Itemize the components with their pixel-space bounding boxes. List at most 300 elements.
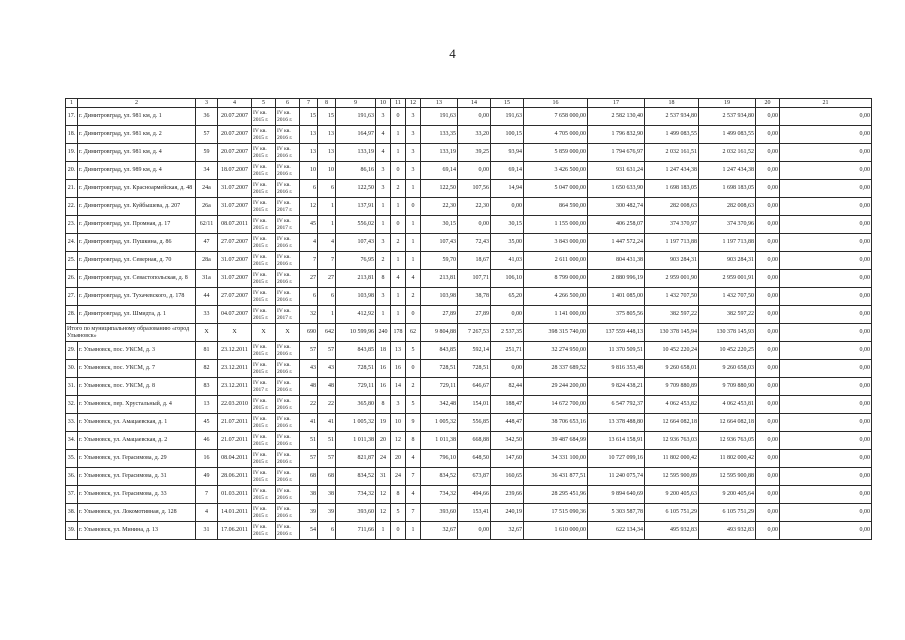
table-cell: 38. — [66, 504, 78, 522]
table-cell: IV кв. 2016 г. — [276, 342, 300, 360]
table-cell: 2 959 001,90 — [645, 270, 699, 288]
table-cell: 4 062 453,81 — [699, 396, 756, 414]
table-cell: IV кв. 2015 г. — [252, 342, 276, 360]
table-cell: IV кв. 2015 г. — [252, 432, 276, 450]
table-cell: 0,00 — [756, 306, 780, 324]
table-cell: 10 452 220,25 — [699, 342, 756, 360]
table-cell: 16 — [376, 360, 391, 378]
table-cell: 0,00 — [491, 198, 524, 216]
table-cell: 0,00 — [756, 216, 780, 234]
table-cell: 20.07.2007 — [218, 144, 252, 162]
table-cell: 2 537 934,80 — [699, 108, 756, 126]
table-cell: 1 197 713,88 — [645, 234, 699, 252]
table-row — [66, 342, 872, 360]
table-cell: 4 266 500,00 — [524, 288, 588, 306]
table-cell: 0,00 — [756, 270, 780, 288]
table-cell: 107,56 — [458, 180, 491, 198]
column-number-cell: 2 — [78, 99, 196, 108]
table-cell: 30,15 — [421, 216, 458, 234]
table-cell: 59 — [196, 144, 218, 162]
table-cell: 1 247 434,38 — [699, 162, 756, 180]
table-cell: 0,00 — [780, 252, 872, 270]
column-number-cell: 13 — [421, 99, 458, 108]
table-cell: IV кв. 2016 г. — [276, 486, 300, 504]
table-cell: IV кв. 2016 г. — [276, 252, 300, 270]
table-cell: 0,00 — [780, 108, 872, 126]
table-cell: 2 032 161,52 — [699, 144, 756, 162]
table-cell: 1 141 000,00 — [524, 306, 588, 324]
table-cell: 16 — [391, 360, 406, 378]
table-row — [66, 126, 872, 144]
table-cell: 7 — [406, 468, 421, 486]
table-cell: 39 487 684,99 — [524, 432, 588, 450]
table-cell: X — [252, 324, 276, 342]
table-row — [66, 522, 872, 540]
table-cell: 0 — [391, 216, 406, 234]
table-cell: 7 — [318, 252, 336, 270]
table-cell: 30. — [66, 360, 78, 378]
table-cell: 0,00 — [756, 450, 780, 468]
table-cell: 3 — [406, 144, 421, 162]
table-cell: 1 — [391, 306, 406, 324]
table-cell: 31 — [196, 522, 218, 540]
table-cell: 1 499 083,55 — [699, 126, 756, 144]
table-cell: 191,63 — [336, 108, 376, 126]
table-cell: 213,81 — [336, 270, 376, 288]
table-cell: 72,43 — [458, 234, 491, 252]
table-cell: 12 595 900,88 — [699, 468, 756, 486]
table-cell: 0,00 — [780, 126, 872, 144]
table-cell: 82,44 — [491, 378, 524, 396]
table-cell: 13 614 158,91 — [588, 432, 645, 450]
table-cell: 164,97 — [336, 126, 376, 144]
table-cell: 1 155 000,00 — [524, 216, 588, 234]
table-cell: 57 — [318, 450, 336, 468]
table-cell: IV кв. 2015 г. — [252, 144, 276, 162]
table-cell: 10 599,96 — [336, 324, 376, 342]
table-cell: 31.07.2007 — [218, 198, 252, 216]
table-cell: 154,01 — [458, 396, 491, 414]
table-cell: 9 260 658,03 — [699, 360, 756, 378]
table-cell: 9 804,88 — [421, 324, 458, 342]
table-cell: 12 595 900,89 — [645, 468, 699, 486]
table-cell: 1 — [376, 306, 391, 324]
table-cell: 27 — [300, 270, 318, 288]
table-cell: 22,30 — [421, 198, 458, 216]
table-cell: 86,16 — [336, 162, 376, 180]
table-cell: IV кв. 2016 г. — [276, 450, 300, 468]
table-cell: 1 650 633,90 — [588, 180, 645, 198]
table-cell: 1 796 832,90 — [588, 126, 645, 144]
table-cell: 41 — [300, 414, 318, 432]
table-cell: 1 698 183,05 — [699, 180, 756, 198]
table-cell: IV кв. 2015 г. — [252, 414, 276, 432]
table-cell: г. Димитровград, ул. Куйбышева, д. 207 — [78, 198, 196, 216]
table-cell: г. Димитровград, ул. 981 км, д. 2 — [78, 126, 196, 144]
table-cell: 0,00 — [756, 396, 780, 414]
table-cell: 4 — [318, 234, 336, 252]
table-cell: 12 936 763,03 — [645, 432, 699, 450]
table-cell: 0,00 — [780, 270, 872, 288]
table-cell: IV кв. 2015 г. — [252, 198, 276, 216]
table-cell: 0,00 — [780, 504, 872, 522]
column-number-cell: 11 — [391, 99, 406, 108]
table-cell: 32,67 — [421, 522, 458, 540]
table-cell: г. Ульяновск, пос. УКСМ, д. 3 — [78, 342, 196, 360]
table-cell: 4 705 000,00 — [524, 126, 588, 144]
table-cell: 25. — [66, 252, 78, 270]
table-cell: 32 — [300, 306, 318, 324]
table-cell: 57 — [318, 342, 336, 360]
table-cell: IV кв. 2015 г. — [252, 504, 276, 522]
table-cell: 556,85 — [458, 414, 491, 432]
table-cell: 1 447 572,24 — [588, 234, 645, 252]
table-cell: г. Димитровград, ул. 981 км, д. 4 — [78, 144, 196, 162]
table-cell: 1 — [391, 198, 406, 216]
table-cell: г. Димитровград, ул. Промная, д. 17 — [78, 216, 196, 234]
column-number-cell: 20 — [756, 99, 780, 108]
table-cell: 133,19 — [421, 144, 458, 162]
table-row — [66, 144, 872, 162]
table-cell: 494,66 — [458, 486, 491, 504]
table-cell: IV кв. 2016 г. — [276, 288, 300, 306]
table-cell: 3 — [376, 108, 391, 126]
table-cell: 7 — [300, 252, 318, 270]
table-cell: 27,89 — [421, 306, 458, 324]
table-cell: 365,80 — [336, 396, 376, 414]
table-cell: 4 — [406, 450, 421, 468]
table-cell: 35. — [66, 450, 78, 468]
table-cell: 30,15 — [491, 216, 524, 234]
table-cell: IV кв. 2016 г. — [276, 414, 300, 432]
table-cell: 622 134,34 — [588, 522, 645, 540]
table-cell: IV кв. 2015 г. — [252, 126, 276, 144]
table-cell: 0,00 — [780, 216, 872, 234]
table-cell: 8 — [376, 270, 391, 288]
table-cell: 82 — [196, 360, 218, 378]
table-cell: 4 — [391, 270, 406, 288]
table-cell: 1 794 676,97 — [588, 144, 645, 162]
table-cell: 12 — [300, 198, 318, 216]
table-cell: 1 — [406, 216, 421, 234]
table-cell: 0,00 — [458, 216, 491, 234]
column-number-cell: 7 — [300, 99, 318, 108]
table-cell: 191,63 — [421, 108, 458, 126]
table-cell: 28 295 451,96 — [524, 486, 588, 504]
table-cell: 0 — [391, 162, 406, 180]
table-row — [66, 108, 872, 126]
column-number-cell: 12 — [406, 99, 421, 108]
table-cell: 0,00 — [756, 180, 780, 198]
table-cell: 804 431,38 — [588, 252, 645, 270]
column-number-cell: 5 — [252, 99, 276, 108]
table-cell: 16 — [376, 378, 391, 396]
table-cell: 821,87 — [336, 450, 376, 468]
table-cell: 45 — [196, 414, 218, 432]
table-cell: 20.07.2007 — [218, 126, 252, 144]
table-cell: 81 — [196, 342, 218, 360]
table-cell: 107,43 — [336, 234, 376, 252]
table-cell: 12 — [376, 486, 391, 504]
table-cell: 24 — [376, 450, 391, 468]
table-cell: 0,00 — [756, 522, 780, 540]
table-cell: 6 — [318, 180, 336, 198]
table-cell: 8 — [406, 432, 421, 450]
table-cell: 1 — [376, 522, 391, 540]
table-cell: 41,03 — [491, 252, 524, 270]
table-cell: IV кв. 2016 г. — [276, 468, 300, 486]
table-cell: 6 105 751,29 — [699, 504, 756, 522]
table-cell: IV кв. 2015 г. — [252, 252, 276, 270]
table-cell: 3 426 500,00 — [524, 162, 588, 180]
table-row — [66, 468, 872, 486]
table-cell: 93,94 — [491, 144, 524, 162]
table-cell: 6 — [300, 180, 318, 198]
column-number-cell: 10 — [376, 99, 391, 108]
table-cell: 495 932,83 — [645, 522, 699, 540]
table-cell: 7 658 000,00 — [524, 108, 588, 126]
table-cell: IV кв. 2015 г. — [252, 306, 276, 324]
table-cell: 26а — [196, 198, 218, 216]
column-number-cell: 19 — [699, 99, 756, 108]
table-cell: 9 200 405,63 — [645, 486, 699, 504]
table-cell: 729,11 — [421, 378, 458, 396]
table-cell: 57 — [196, 126, 218, 144]
table-cell: IV кв. 2015 г. — [252, 180, 276, 198]
table-cell: 0,00 — [756, 504, 780, 522]
table-cell: 13 — [300, 144, 318, 162]
table-cell: 0,00 — [780, 162, 872, 180]
table-cell: 3 — [376, 234, 391, 252]
table-cell: 448,47 — [491, 414, 524, 432]
table-cell: 29. — [66, 342, 78, 360]
table-cell: IV кв. 2016 г. — [276, 396, 300, 414]
table-cell: 0,00 — [756, 378, 780, 396]
table-cell: 2 611 000,00 — [524, 252, 588, 270]
table-cell: 0,00 — [780, 342, 872, 360]
table-cell: IV кв. 2016 г. — [276, 504, 300, 522]
table-cell: 22 — [300, 396, 318, 414]
table-cell: 23.12.2011 — [218, 378, 252, 396]
table-cell: 0,00 — [756, 468, 780, 486]
table-cell: г. Ульяновск, ул. Герасимова, д. 33 — [78, 486, 196, 504]
table-cell: 34 — [196, 162, 218, 180]
table-cell: 1 197 713,88 — [699, 234, 756, 252]
table-cell: 19. — [66, 144, 78, 162]
table-cell: 5 — [406, 342, 421, 360]
table-row — [66, 270, 872, 288]
table-cell: 0,00 — [780, 468, 872, 486]
table-cell: 17. — [66, 108, 78, 126]
table-cell: 160,65 — [491, 468, 524, 486]
table-cell: 20 — [376, 432, 391, 450]
table-cell: 08.04.2011 — [218, 450, 252, 468]
table-row — [66, 432, 872, 450]
table-cell: 103,98 — [336, 288, 376, 306]
table-cell: IV кв. 2016 г. — [276, 162, 300, 180]
column-number-cell: 3 — [196, 99, 218, 108]
table-cell: 2 537,35 — [491, 324, 524, 342]
table-cell: 0,00 — [780, 180, 872, 198]
table-body — [66, 99, 872, 540]
table-cell: 3 — [406, 108, 421, 126]
table-cell: IV кв. 2016 г. — [276, 234, 300, 252]
table-cell: IV кв. 2016 г. — [276, 180, 300, 198]
table-cell: 19 — [376, 414, 391, 432]
table-cell: IV кв. 2017 г. — [276, 198, 300, 216]
table-cell: 374 370,96 — [699, 216, 756, 234]
table-cell: 16 — [196, 450, 218, 468]
table-cell: г. Ульяновск, пос. УКСМ, д. 7 — [78, 360, 196, 378]
table-cell: 0,00 — [780, 288, 872, 306]
table-cell: 2 959 001,91 — [699, 270, 756, 288]
table-cell: 374 370,97 — [645, 216, 699, 234]
table-cell: 122,50 — [421, 180, 458, 198]
table-cell: 191,63 — [491, 108, 524, 126]
table-cell: 133,19 — [336, 144, 376, 162]
table-cell: 9 894 640,69 — [588, 486, 645, 504]
table-row — [66, 198, 872, 216]
housing-program-table-sheet — [65, 98, 871, 540]
table-cell: 68 — [300, 468, 318, 486]
table-cell: IV кв. 2016 г. — [276, 522, 300, 540]
table-cell: 2 — [376, 252, 391, 270]
table-cell: 32,67 — [491, 522, 524, 540]
table-cell: 1 — [391, 126, 406, 144]
table-row — [66, 180, 872, 198]
table-cell: 0,00 — [491, 360, 524, 378]
table-cell: 3 — [406, 126, 421, 144]
table-cell: 21.07.2011 — [218, 414, 252, 432]
table-cell: 1 — [391, 252, 406, 270]
table-cell: 0,00 — [780, 486, 872, 504]
table-cell: 0,00 — [458, 522, 491, 540]
table-cell: 34 331 100,00 — [524, 450, 588, 468]
table-cell: 843,85 — [336, 342, 376, 360]
table-cell: 1 — [391, 144, 406, 162]
table-cell: 15 — [300, 108, 318, 126]
table-cell: 6 547 792,37 — [588, 396, 645, 414]
table-cell: 31 — [376, 468, 391, 486]
table-cell: 9 824 438,21 — [588, 378, 645, 396]
table-cell: 6 — [318, 288, 336, 306]
total-label: Итого по муниципальному образованию «город Ульяновск» — [66, 324, 196, 342]
table-cell: 0,00 — [756, 360, 780, 378]
table-cell: 15 — [318, 108, 336, 126]
table-cell: 188,47 — [491, 396, 524, 414]
table-cell: 282 008,63 — [699, 198, 756, 216]
table-cell: 20.07.2007 — [218, 108, 252, 126]
table-cell: 29 244 200,00 — [524, 378, 588, 396]
table-cell: 1 — [318, 198, 336, 216]
table-cell: IV кв. 2016 г. — [276, 126, 300, 144]
table-cell: 107,43 — [421, 234, 458, 252]
table-cell: г. Димитровград, ул. 989 км, д. 4 — [78, 162, 196, 180]
table-cell: 5 047 000,00 — [524, 180, 588, 198]
table-cell: 31.07.2007 — [218, 252, 252, 270]
table-cell: 14 — [391, 378, 406, 396]
table-cell: г. Ульяновск, пер. Хрустальный, д. 4 — [78, 396, 196, 414]
column-number-cell: 1 — [66, 99, 78, 108]
table-cell: 35,00 — [491, 234, 524, 252]
table-cell: 931 631,24 — [588, 162, 645, 180]
table-cell: 9 — [406, 414, 421, 432]
table-cell: 153,41 — [458, 504, 491, 522]
table-row — [66, 504, 872, 522]
table-cell: 20. — [66, 162, 78, 180]
table-cell: 12 — [376, 504, 391, 522]
table-cell: IV кв. 2016 г. — [276, 108, 300, 126]
table-cell: 0,00 — [756, 234, 780, 252]
table-cell: 903 284,31 — [645, 252, 699, 270]
table-cell: 668,88 — [458, 432, 491, 450]
table-row — [66, 450, 872, 468]
table-cell: 0 — [406, 360, 421, 378]
table-cell: 0,00 — [780, 414, 872, 432]
table-cell: 18 — [376, 342, 391, 360]
table-cell: IV кв. 2016 г. — [276, 144, 300, 162]
table-cell: 0,00 — [756, 108, 780, 126]
table-cell: 728,51 — [458, 360, 491, 378]
table-cell: IV кв. 2015 г. — [252, 234, 276, 252]
table-cell: 734,32 — [336, 486, 376, 504]
table-cell: 0,00 — [756, 288, 780, 306]
table-row — [66, 252, 872, 270]
table-cell: 23. — [66, 216, 78, 234]
total-row — [66, 324, 872, 342]
table-cell: 6 105 751,29 — [645, 504, 699, 522]
table-cell: 24а — [196, 180, 218, 198]
table-cell: 728,51 — [421, 360, 458, 378]
column-number-cell: 16 — [524, 99, 588, 108]
table-cell: 76,95 — [336, 252, 376, 270]
table-cell: 8 — [376, 396, 391, 414]
table-cell: 32. — [66, 396, 78, 414]
table-cell: 10 — [318, 162, 336, 180]
table-cell: 2 880 996,19 — [588, 270, 645, 288]
table-cell: 0 — [391, 522, 406, 540]
table-cell: 3 843 000,00 — [524, 234, 588, 252]
table-cell: г. Ульяновск, ул. Локомотивная, д. 128 — [78, 504, 196, 522]
table-cell: г. Димитровград, ул. Севастопольская, д. 8 — [78, 270, 196, 288]
table-cell: 36 — [196, 108, 218, 126]
table-cell: 0,00 — [756, 144, 780, 162]
table-cell: 592,14 — [458, 342, 491, 360]
table-cell: 137 559 448,13 — [588, 324, 645, 342]
table-cell: 1 610 000,00 — [524, 522, 588, 540]
table-cell: 31.07.2007 — [218, 180, 252, 198]
table-cell: 04.07.2007 — [218, 306, 252, 324]
table-cell: 11 370 509,51 — [588, 342, 645, 360]
table-cell: 673,87 — [458, 468, 491, 486]
table-cell: 18.07.2007 — [218, 162, 252, 180]
column-number-cell: 4 — [218, 99, 252, 108]
table-cell: 3 — [376, 288, 391, 306]
table-cell: 107,71 — [458, 270, 491, 288]
table-cell: 10 727 099,16 — [588, 450, 645, 468]
table-cell: 36. — [66, 468, 78, 486]
column-number-cell: 9 — [336, 99, 376, 108]
table-cell: 27.07.2007 — [218, 288, 252, 306]
table-cell: 9 709 880,89 — [645, 378, 699, 396]
table-cell: IV кв. 2015 г. — [252, 450, 276, 468]
table-cell: 43 — [300, 360, 318, 378]
table-row — [66, 288, 872, 306]
table-cell: 57 — [300, 342, 318, 360]
table-cell: 0,00 — [458, 108, 491, 126]
table-cell: 21. — [66, 180, 78, 198]
table-cell: 13 — [318, 144, 336, 162]
